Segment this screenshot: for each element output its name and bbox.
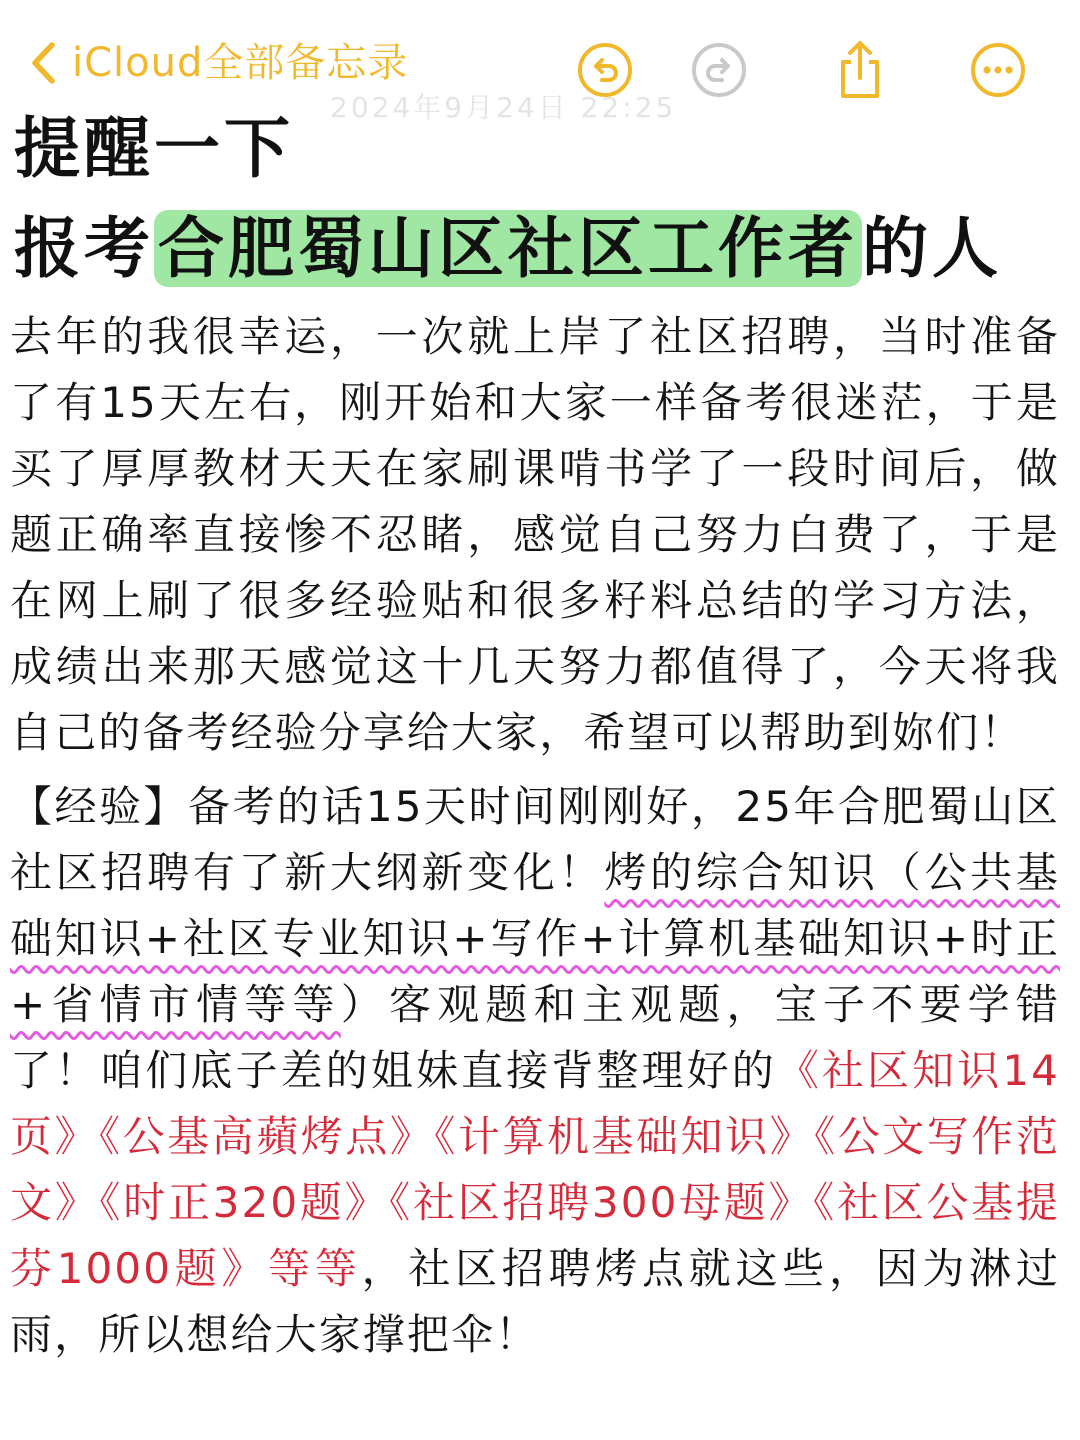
more-icon	[968, 40, 1028, 100]
note-toolbar	[0, 0, 1080, 124]
note-title-line-1: 提醒一下	[14, 110, 294, 187]
note-timestamp: 2024年9月24日 22:25	[330, 91, 677, 124]
share-icon	[830, 40, 890, 100]
material-list-red: 《社区知识14页》《公基高蘋烤点》《计算机基础知识》《公文写作范文》《时正320题》《社区招聘300母题》《社区公基提芬1000题》等等	[10, 1046, 1060, 1293]
redo-icon	[689, 40, 749, 100]
share-button[interactable]	[830, 40, 890, 100]
title-suffix: 的人	[862, 210, 1002, 287]
paragraph-experience	[10, 774, 1060, 1368]
experience-text-1: 【经验】备考的话15天时间刚刚好，25年合肥蜀山区社区招聘有了新大纲新变化！	[10, 782, 1060, 897]
undo-button[interactable]	[575, 40, 635, 100]
paragraph-intro: 去年的我很幸运，一次就上岸了社区招聘，当时准备了有15天左右，刚开始和大家一样备考很迷茫，于是买了厚厚教材天天在家刷课啃书学了一段时间后，做题正确率直接惨不忍睹，感觉自己努力白费了，于是在网上刷了很多经验贴和很多籽料总结的学习方法，成绩出来那天感觉这十几天努力都值得了，今天将我自己的备考经验分享给大家，希望可以帮助到妳们！	[10, 312, 1060, 757]
chevron-left-icon	[28, 40, 58, 86]
experience-text-3: ，社区招聘烤点就这些，因为淋过雨，所以想给大家撑把伞！	[10, 1244, 1060, 1359]
back-button[interactable]	[28, 40, 408, 86]
exam-subjects-underlined: 烤的综合知识（公共基础知识+社区专业知识+写作+计算机基础知识+时正+省情市情等等	[10, 848, 1060, 1029]
back-label: iCloud全部备忘录	[72, 40, 409, 86]
title-highlight: 合肥蜀山区社区工作者	[154, 210, 862, 287]
undo-icon	[575, 40, 635, 100]
experience-text-2: ）客观题和主观题，宝子不要学错了！咱们底子差的姐妹直接背整理好的	[10, 980, 1060, 1095]
note-body[interactable]	[10, 304, 1060, 1368]
redo-button[interactable]	[689, 40, 749, 100]
more-button[interactable]	[968, 40, 1028, 100]
note-title-line-2	[14, 210, 1002, 287]
title-prefix: 报考	[14, 210, 154, 287]
